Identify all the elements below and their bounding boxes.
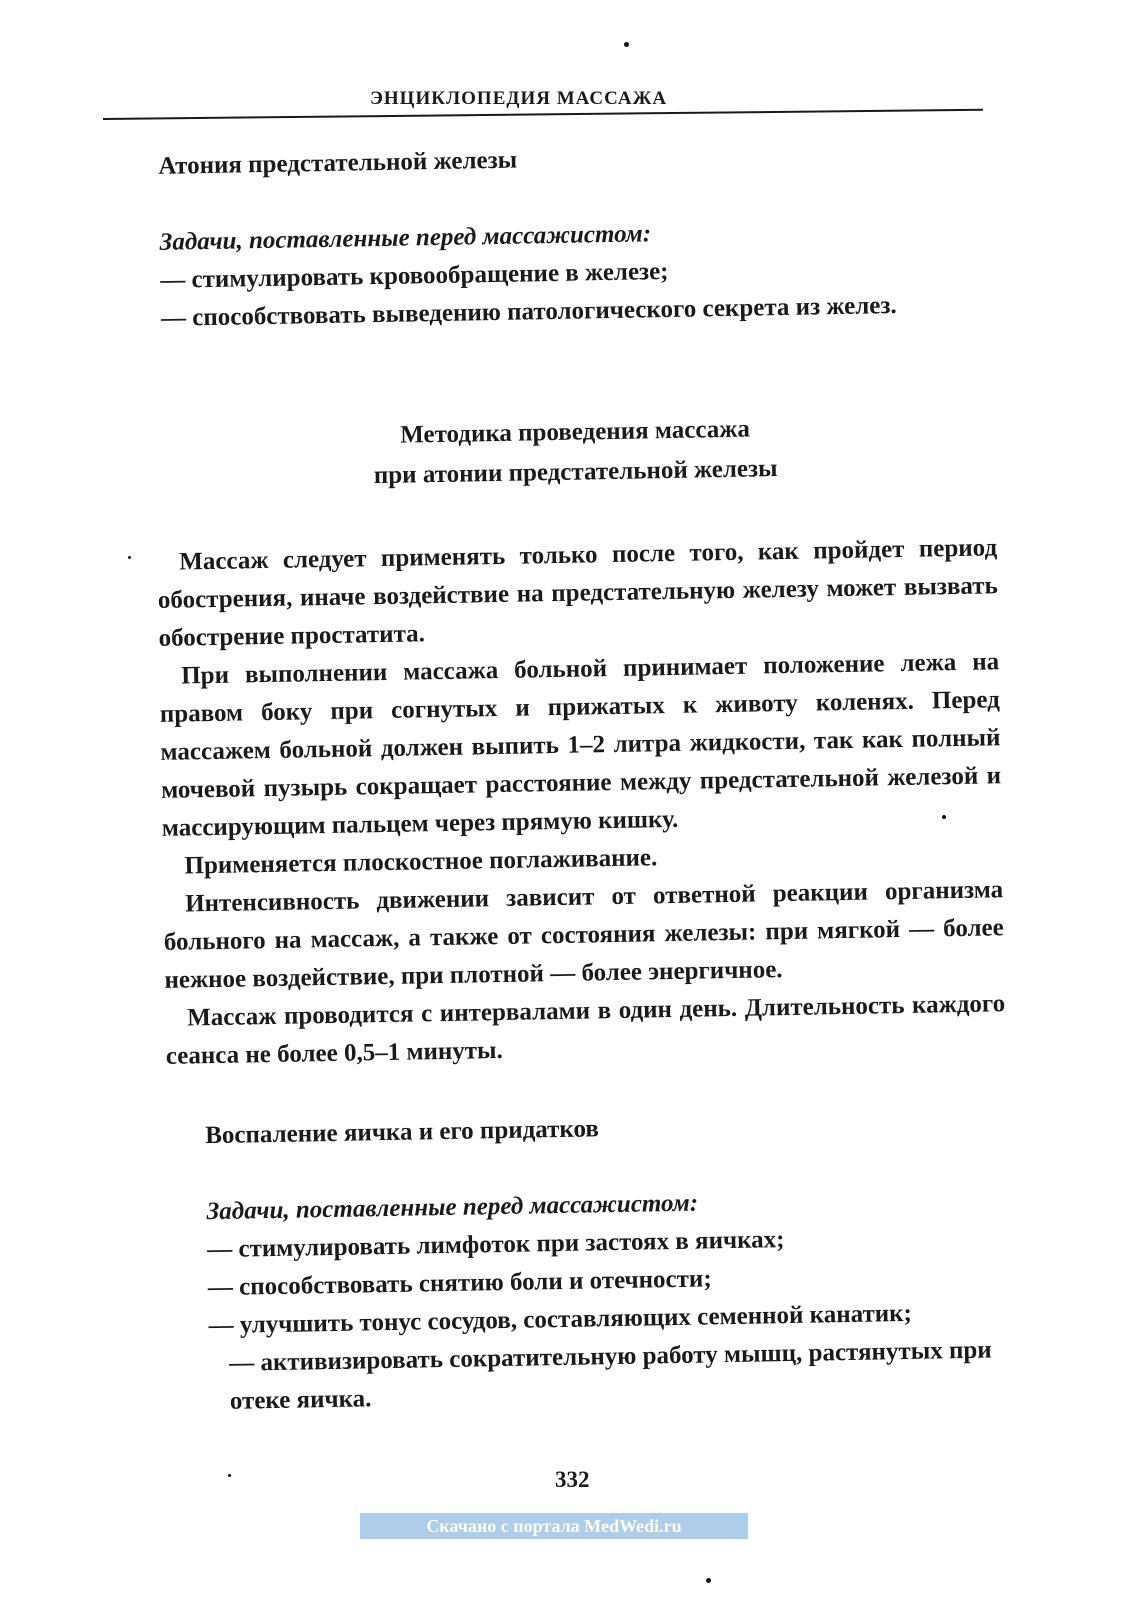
section-title-prostate-atony: Атония предстательной железы — [158, 146, 518, 180]
task-item: — активизировать сократительную работу мышц, растянутых при отеке яичка. — [228, 1336, 992, 1415]
method-title-line-2: при атонии предстательной железы — [373, 455, 778, 490]
method-paragraph: Применяется плоскостное поглаживание. — [184, 844, 658, 880]
method-title — [155, 405, 996, 500]
page-content — [150, 133, 1012, 1421]
task-item: — стимулировать кровообращение в железе; — [160, 257, 669, 294]
header-rule — [103, 109, 983, 120]
download-watermark: Скачано с портала MedWedi.ru — [360, 1513, 748, 1539]
tasks-heading: Задачи, поставленные перед массажистом: — [159, 220, 652, 256]
task-item: — способствовать выведению патологического секрета из желез. — [160, 291, 897, 332]
method-title-line-1: Методика проведения массажа — [399, 415, 751, 449]
method-paragraph: При выполнении массажа больной принимает положение лежа на правом боку при согнутых и прижатых к животу коленях. Перед массажем больной должен выпить 1–2 литра жидкости, так как полный мочевой пузырь сокращает расстояние между предстательной железой и массирующим пальцем через прямую кишку. — [159, 648, 1002, 842]
page-number: 332 — [555, 1467, 590, 1492]
method-paragraph: Интенсивность движении зависит от ответной реакции организма больного на массаж, а также от состояния железы: при мягкой — более нежное воздействие, при плотной — более энергичное. — [163, 876, 1004, 994]
section-title-testicle-inflammation: Воспаление яичка и его придатков — [205, 1115, 600, 1150]
scan-speck — [942, 815, 946, 819]
method-paragraph: Массаж следует применять только после того, как пройдет период обострения, иначе воздействие на предстательную железу может вызвать обострение простатита. — [157, 534, 999, 652]
scan-speck — [228, 1474, 231, 1477]
task-item: — улучшить тонус сосудов, составляющих семенной канатик; — [208, 1299, 913, 1340]
scan-speck — [624, 42, 629, 47]
task-item: — стимулировать лимфоток при застоях в яичках; — [206, 1226, 785, 1264]
running-head: ЭНЦИКЛОПЕДИЯ МАССАЖА — [370, 88, 668, 109]
method-paragraph: Массаж проводится с интервалами в один день. Длительность каждого сеанса не более 0,5–1 минуты. — [165, 990, 1006, 1070]
tasks-heading: Задачи, поставленные перед массажистом: — [206, 1189, 699, 1226]
task-item: — способствовать снятию боли и отечности; — [207, 1265, 712, 1302]
scan-speck — [706, 1578, 711, 1583]
scan-speck — [128, 556, 131, 559]
